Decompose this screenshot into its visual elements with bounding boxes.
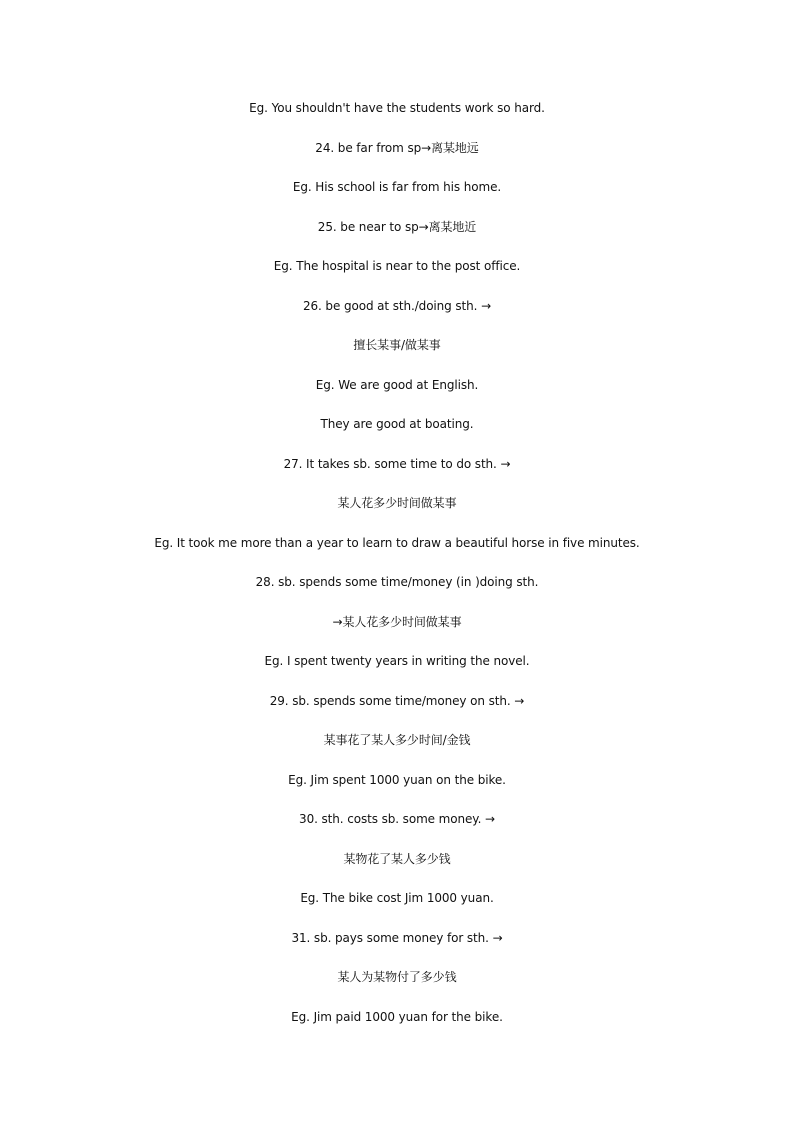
- example-sentence: Eg. We are good at English.: [315, 377, 479, 392]
- example-sentence: Eg. Jim paid 1000 yuan for the bike.: [291, 1009, 503, 1024]
- example-sentence: Eg. You shouldn't have the students work so hard.: [249, 101, 545, 115]
- phrase-heading: 28. sb. spends some time/money (in )doing sth.: [255, 575, 539, 589]
- example-sentence: Eg. I spent twenty years in writing the novel.: [264, 654, 530, 668]
- example-sentence: Eg. It took me more than a year to learn to draw a beautiful horse in five minutes.: [154, 535, 640, 550]
- phrase-heading: 26. be good at sth./doing sth. →: [302, 298, 492, 313]
- phrase-heading: 31. sb. pays some money for sth. →: [291, 930, 503, 945]
- phrase-heading: 30. sth. costs sb. some money. →: [299, 812, 495, 826]
- phrase-meaning: 某事花了某人多少时间/金钱: [323, 733, 471, 747]
- example-sentence: They are good at boating.: [320, 417, 474, 431]
- example-sentence: Eg. The hospital is near to the post office.: [273, 259, 521, 273]
- phrase-meaning: 某人为某物付了多少钱: [337, 970, 457, 984]
- phrase-meaning: →某人花多少时间做某事: [332, 614, 462, 629]
- phrase-heading: 27. It takes sb. some time to do sth. →: [283, 456, 511, 471]
- phrase-meaning: 某物花了某人多少钱: [343, 851, 451, 866]
- example-sentence: Eg. Jim spent 1000 yuan on the bike.: [288, 772, 506, 787]
- phrase-heading: 24. be far from sp→离某地远: [315, 140, 479, 155]
- phrase-meaning: 某人花多少时间做某事: [337, 496, 457, 510]
- phrase-heading: 29. sb. spends some time/money on sth. →: [269, 693, 525, 708]
- phrase-list: [0, 98, 794, 1046]
- example-sentence: Eg. His school is far from his home.: [292, 180, 502, 194]
- example-sentence: Eg. The bike cost Jim 1000 yuan.: [300, 891, 494, 905]
- phrase-heading: 25. be near to sp→离某地近: [317, 219, 477, 234]
- phrase-meaning: 擅长某事/做某事: [353, 338, 441, 352]
